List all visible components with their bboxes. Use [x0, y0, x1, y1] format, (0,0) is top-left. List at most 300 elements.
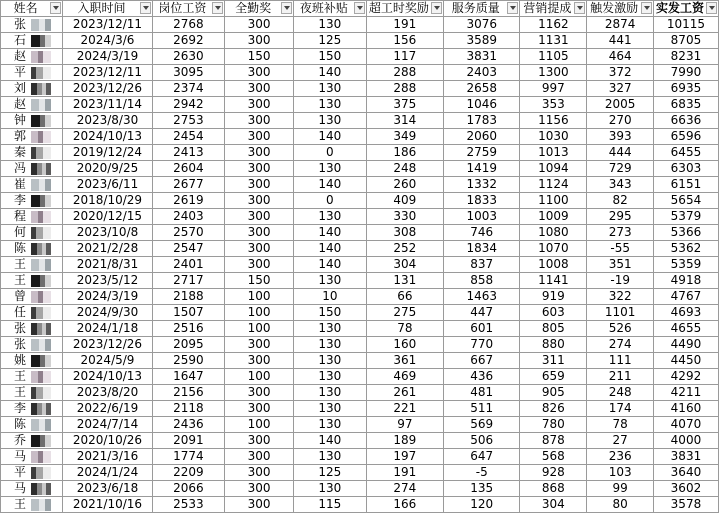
value-cell[interactable]: 447: [444, 305, 520, 321]
value-cell[interactable]: 186: [366, 145, 444, 161]
value-cell[interactable]: 928: [520, 465, 587, 481]
column-header[interactable]: [366, 1, 444, 17]
value-cell[interactable]: 150: [225, 273, 294, 289]
value-cell[interactable]: 729: [587, 161, 653, 177]
date-cell[interactable]: 2024/10/13: [63, 369, 152, 385]
value-cell[interactable]: 2658: [444, 81, 520, 97]
value-cell[interactable]: 481: [444, 385, 520, 401]
name-cell[interactable]: [1, 401, 63, 417]
value-cell[interactable]: 2156: [152, 385, 224, 401]
value-cell[interactable]: 300: [225, 449, 294, 465]
value-cell[interactable]: 314: [366, 113, 444, 129]
value-cell[interactable]: 511: [444, 401, 520, 417]
value-cell[interactable]: 441: [587, 33, 653, 49]
value-cell[interactable]: 97: [366, 417, 444, 433]
value-cell[interactable]: 100: [225, 321, 294, 337]
name-cell[interactable]: [1, 369, 63, 385]
value-cell[interactable]: 236: [587, 449, 653, 465]
filter-dropdown-icon[interactable]: [641, 2, 652, 14]
value-cell[interactable]: 300: [225, 129, 294, 145]
value-cell[interactable]: 506: [444, 433, 520, 449]
value-cell[interactable]: 2753: [152, 113, 224, 129]
value-cell[interactable]: 300: [225, 465, 294, 481]
value-cell[interactable]: 6455: [653, 145, 718, 161]
value-cell[interactable]: 5379: [653, 209, 718, 225]
value-cell[interactable]: 7990: [653, 65, 718, 81]
value-cell[interactable]: 837: [444, 257, 520, 273]
date-cell[interactable]: 2023/6/11: [63, 177, 152, 193]
value-cell[interactable]: -55: [587, 241, 653, 257]
value-cell[interactable]: 805: [520, 321, 587, 337]
value-cell[interactable]: 2401: [152, 257, 224, 273]
date-cell[interactable]: 2024/1/24: [63, 465, 152, 481]
value-cell[interactable]: 2516: [152, 321, 224, 337]
date-cell[interactable]: 2018/10/29: [63, 193, 152, 209]
date-cell[interactable]: 2020/9/25: [63, 161, 152, 177]
value-cell[interactable]: 140: [294, 225, 366, 241]
filter-dropdown-icon[interactable]: [574, 2, 585, 14]
date-cell[interactable]: 2023/12/26: [63, 337, 152, 353]
value-cell[interactable]: 10115: [653, 17, 718, 33]
name-cell[interactable]: [1, 353, 63, 369]
value-cell[interactable]: 2454: [152, 129, 224, 145]
value-cell[interactable]: 140: [294, 129, 366, 145]
value-cell[interactable]: 4655: [653, 321, 718, 337]
value-cell[interactable]: 361: [366, 353, 444, 369]
value-cell[interactable]: 156: [366, 33, 444, 49]
date-cell[interactable]: 2024/9/30: [63, 305, 152, 321]
value-cell[interactable]: 868: [520, 481, 587, 497]
value-cell[interactable]: 1419: [444, 161, 520, 177]
value-cell[interactable]: 6303: [653, 161, 718, 177]
name-cell[interactable]: [1, 497, 63, 513]
value-cell[interactable]: 659: [520, 369, 587, 385]
value-cell[interactable]: -19: [587, 273, 653, 289]
name-cell[interactable]: [1, 113, 63, 129]
value-cell[interactable]: 130: [294, 97, 366, 113]
name-cell[interactable]: [1, 321, 63, 337]
name-cell[interactable]: [1, 33, 63, 49]
value-cell[interactable]: 5362: [653, 241, 718, 257]
column-header[interactable]: [653, 1, 718, 17]
value-cell[interactable]: 300: [225, 497, 294, 513]
value-cell[interactable]: 10: [294, 289, 366, 305]
value-cell[interactable]: 878: [520, 433, 587, 449]
value-cell[interactable]: 140: [294, 241, 366, 257]
name-cell[interactable]: [1, 161, 63, 177]
value-cell[interactable]: 4693: [653, 305, 718, 321]
value-cell[interactable]: 4211: [653, 385, 718, 401]
name-cell[interactable]: [1, 97, 63, 113]
value-cell[interactable]: 300: [225, 225, 294, 241]
value-cell[interactable]: 270: [587, 113, 653, 129]
value-cell[interactable]: 130: [294, 481, 366, 497]
value-cell[interactable]: 1834: [444, 241, 520, 257]
value-cell[interactable]: 160: [366, 337, 444, 353]
name-cell[interactable]: [1, 289, 63, 305]
value-cell[interactable]: 6636: [653, 113, 718, 129]
value-cell[interactable]: 372: [587, 65, 653, 81]
value-cell[interactable]: 150: [294, 49, 366, 65]
value-cell[interactable]: 409: [366, 193, 444, 209]
date-cell[interactable]: 2024/1/18: [63, 321, 152, 337]
value-cell[interactable]: 601: [444, 321, 520, 337]
name-cell[interactable]: [1, 385, 63, 401]
value-cell[interactable]: 80: [587, 497, 653, 513]
value-cell[interactable]: 130: [294, 321, 366, 337]
name-cell[interactable]: [1, 177, 63, 193]
value-cell[interactable]: 130: [294, 337, 366, 353]
value-cell[interactable]: 140: [294, 257, 366, 273]
value-cell[interactable]: 2005: [587, 97, 653, 113]
value-cell[interactable]: 273: [587, 225, 653, 241]
value-cell[interactable]: 130: [294, 209, 366, 225]
value-cell[interactable]: 2768: [152, 17, 224, 33]
value-cell[interactable]: 100: [225, 289, 294, 305]
value-cell[interactable]: 221: [366, 401, 444, 417]
value-cell[interactable]: 1013: [520, 145, 587, 161]
date-cell[interactable]: 2020/10/26: [63, 433, 152, 449]
value-cell[interactable]: 1332: [444, 177, 520, 193]
value-cell[interactable]: 300: [225, 337, 294, 353]
value-cell[interactable]: 130: [294, 385, 366, 401]
value-cell[interactable]: 6835: [653, 97, 718, 113]
value-cell[interactable]: 569: [444, 417, 520, 433]
value-cell[interactable]: 469: [366, 369, 444, 385]
value-cell[interactable]: 248: [587, 385, 653, 401]
value-cell[interactable]: 351: [587, 257, 653, 273]
value-cell[interactable]: 4160: [653, 401, 718, 417]
value-cell[interactable]: 770: [444, 337, 520, 353]
value-cell[interactable]: 140: [294, 65, 366, 81]
value-cell[interactable]: 2188: [152, 289, 224, 305]
column-header[interactable]: [294, 1, 366, 17]
date-cell[interactable]: 2024/3/19: [63, 49, 152, 65]
value-cell[interactable]: 130: [294, 17, 366, 33]
value-cell[interactable]: 130: [294, 161, 366, 177]
value-cell[interactable]: 327: [587, 81, 653, 97]
value-cell[interactable]: 288: [366, 65, 444, 81]
value-cell[interactable]: 647: [444, 449, 520, 465]
date-cell[interactable]: 2019/12/24: [63, 145, 152, 161]
value-cell[interactable]: 4918: [653, 273, 718, 289]
value-cell[interactable]: 4070: [653, 417, 718, 433]
value-cell[interactable]: 252: [366, 241, 444, 257]
name-cell[interactable]: [1, 193, 63, 209]
name-cell[interactable]: [1, 257, 63, 273]
value-cell[interactable]: 174: [587, 401, 653, 417]
name-cell[interactable]: [1, 305, 63, 321]
value-cell[interactable]: 300: [225, 33, 294, 49]
value-cell[interactable]: 2413: [152, 145, 224, 161]
value-cell[interactable]: 919: [520, 289, 587, 305]
value-cell[interactable]: 103: [587, 465, 653, 481]
value-cell[interactable]: 2717: [152, 273, 224, 289]
value-cell[interactable]: 78: [587, 417, 653, 433]
value-cell[interactable]: 349: [366, 129, 444, 145]
value-cell[interactable]: 4450: [653, 353, 718, 369]
value-cell[interactable]: 8231: [653, 49, 718, 65]
date-cell[interactable]: 2024/5/9: [63, 353, 152, 369]
value-cell[interactable]: 300: [225, 193, 294, 209]
filter-dropdown-icon[interactable]: [354, 2, 365, 14]
date-cell[interactable]: 2021/10/16: [63, 497, 152, 513]
value-cell[interactable]: 248: [366, 161, 444, 177]
name-cell[interactable]: [1, 81, 63, 97]
value-cell[interactable]: 2677: [152, 177, 224, 193]
value-cell[interactable]: 1300: [520, 65, 587, 81]
value-cell[interactable]: 393: [587, 129, 653, 145]
value-cell[interactable]: 2095: [152, 337, 224, 353]
value-cell[interactable]: -5: [444, 465, 520, 481]
value-cell[interactable]: 191: [366, 465, 444, 481]
value-cell[interactable]: 343: [587, 177, 653, 193]
value-cell[interactable]: 300: [225, 97, 294, 113]
date-cell[interactable]: 2023/5/12: [63, 273, 152, 289]
value-cell[interactable]: 2118: [152, 401, 224, 417]
value-cell[interactable]: 1100: [520, 193, 587, 209]
date-cell[interactable]: 2024/3/6: [63, 33, 152, 49]
name-cell[interactable]: [1, 225, 63, 241]
value-cell[interactable]: 300: [225, 257, 294, 273]
date-cell[interactable]: 2023/8/20: [63, 385, 152, 401]
value-cell[interactable]: 260: [366, 177, 444, 193]
value-cell[interactable]: 300: [225, 161, 294, 177]
name-cell[interactable]: [1, 417, 63, 433]
value-cell[interactable]: 4000: [653, 433, 718, 449]
value-cell[interactable]: 1030: [520, 129, 587, 145]
value-cell[interactable]: 1080: [520, 225, 587, 241]
value-cell[interactable]: 130: [294, 417, 366, 433]
column-header[interactable]: [152, 1, 224, 17]
value-cell[interactable]: 211: [587, 369, 653, 385]
name-cell[interactable]: [1, 129, 63, 145]
value-cell[interactable]: 131: [366, 273, 444, 289]
filter-dropdown-icon[interactable]: [281, 2, 292, 14]
date-cell[interactable]: 2022/6/19: [63, 401, 152, 417]
value-cell[interactable]: 189: [366, 433, 444, 449]
column-header[interactable]: [444, 1, 520, 17]
value-cell[interactable]: 3831: [653, 449, 718, 465]
date-cell[interactable]: 2024/3/19: [63, 289, 152, 305]
value-cell[interactable]: 2374: [152, 81, 224, 97]
value-cell[interactable]: 5366: [653, 225, 718, 241]
value-cell[interactable]: 603: [520, 305, 587, 321]
value-cell[interactable]: 6935: [653, 81, 718, 97]
value-cell[interactable]: 1094: [520, 161, 587, 177]
value-cell[interactable]: 2570: [152, 225, 224, 241]
value-cell[interactable]: 130: [294, 369, 366, 385]
value-cell[interactable]: 436: [444, 369, 520, 385]
value-cell[interactable]: 2619: [152, 193, 224, 209]
value-cell[interactable]: 1070: [520, 241, 587, 257]
value-cell[interactable]: 300: [225, 385, 294, 401]
filter-dropdown-icon[interactable]: [140, 2, 151, 14]
value-cell[interactable]: 300: [225, 481, 294, 497]
date-cell[interactable]: 2021/3/16: [63, 449, 152, 465]
name-cell[interactable]: [1, 481, 63, 497]
value-cell[interactable]: 66: [366, 289, 444, 305]
date-cell[interactable]: 2023/11/14: [63, 97, 152, 113]
value-cell[interactable]: 0: [294, 145, 366, 161]
column-header[interactable]: [225, 1, 294, 17]
value-cell[interactable]: 858: [444, 273, 520, 289]
date-cell[interactable]: 2023/12/26: [63, 81, 152, 97]
value-cell[interactable]: 304: [366, 257, 444, 273]
value-cell[interactable]: 1009: [520, 209, 587, 225]
value-cell[interactable]: 2060: [444, 129, 520, 145]
value-cell[interactable]: 3640: [653, 465, 718, 481]
value-cell[interactable]: 300: [225, 65, 294, 81]
value-cell[interactable]: 1156: [520, 113, 587, 129]
value-cell[interactable]: 3578: [653, 497, 718, 513]
value-cell[interactable]: 304: [520, 497, 587, 513]
value-cell[interactable]: 8705: [653, 33, 718, 49]
value-cell[interactable]: 905: [520, 385, 587, 401]
value-cell[interactable]: 4292: [653, 369, 718, 385]
value-cell[interactable]: 2630: [152, 49, 224, 65]
date-cell[interactable]: 2023/12/11: [63, 65, 152, 81]
value-cell[interactable]: 166: [366, 497, 444, 513]
date-cell[interactable]: 2023/6/18: [63, 481, 152, 497]
value-cell[interactable]: 3602: [653, 481, 718, 497]
date-cell[interactable]: 2021/8/31: [63, 257, 152, 273]
value-cell[interactable]: 1141: [520, 273, 587, 289]
value-cell[interactable]: 2091: [152, 433, 224, 449]
value-cell[interactable]: 375: [366, 97, 444, 113]
filter-dropdown-icon[interactable]: [507, 2, 518, 14]
value-cell[interactable]: 191: [366, 17, 444, 33]
value-cell[interactable]: 997: [520, 81, 587, 97]
value-cell[interactable]: 27: [587, 433, 653, 449]
value-cell[interactable]: 353: [520, 97, 587, 113]
value-cell[interactable]: 130: [294, 81, 366, 97]
date-cell[interactable]: 2024/7/14: [63, 417, 152, 433]
date-cell[interactable]: 2020/12/15: [63, 209, 152, 225]
value-cell[interactable]: 135: [444, 481, 520, 497]
name-cell[interactable]: [1, 209, 63, 225]
value-cell[interactable]: 140: [294, 177, 366, 193]
value-cell[interactable]: 2590: [152, 353, 224, 369]
value-cell[interactable]: 6151: [653, 177, 718, 193]
value-cell[interactable]: 117: [366, 49, 444, 65]
value-cell[interactable]: 130: [294, 353, 366, 369]
value-cell[interactable]: 780: [520, 417, 587, 433]
value-cell[interactable]: 746: [444, 225, 520, 241]
value-cell[interactable]: 300: [225, 401, 294, 417]
column-header[interactable]: [1, 1, 63, 17]
value-cell[interactable]: 274: [366, 481, 444, 497]
value-cell[interactable]: 150: [225, 49, 294, 65]
value-cell[interactable]: 568: [520, 449, 587, 465]
value-cell[interactable]: 2874: [587, 17, 653, 33]
value-cell[interactable]: 300: [225, 433, 294, 449]
value-cell[interactable]: 322: [587, 289, 653, 305]
value-cell[interactable]: 1131: [520, 33, 587, 49]
value-cell[interactable]: 2533: [152, 497, 224, 513]
value-cell[interactable]: 6596: [653, 129, 718, 145]
value-cell[interactable]: 667: [444, 353, 520, 369]
value-cell[interactable]: 4490: [653, 337, 718, 353]
value-cell[interactable]: 1162: [520, 17, 587, 33]
value-cell[interactable]: 100: [225, 417, 294, 433]
date-cell[interactable]: 2023/8/30: [63, 113, 152, 129]
value-cell[interactable]: 444: [587, 145, 653, 161]
value-cell[interactable]: 2403: [444, 65, 520, 81]
value-cell[interactable]: 300: [225, 241, 294, 257]
value-cell[interactable]: 275: [366, 305, 444, 321]
value-cell[interactable]: 308: [366, 225, 444, 241]
value-cell[interactable]: 880: [520, 337, 587, 353]
date-cell[interactable]: 2023/10/8: [63, 225, 152, 241]
value-cell[interactable]: 300: [225, 145, 294, 161]
value-cell[interactable]: 111: [587, 353, 653, 369]
value-cell[interactable]: 140: [294, 433, 366, 449]
value-cell[interactable]: 1783: [444, 113, 520, 129]
value-cell[interactable]: 1101: [587, 305, 653, 321]
value-cell[interactable]: 2547: [152, 241, 224, 257]
name-cell[interactable]: [1, 273, 63, 289]
value-cell[interactable]: 300: [225, 113, 294, 129]
value-cell[interactable]: 3589: [444, 33, 520, 49]
value-cell[interactable]: 120: [444, 497, 520, 513]
value-cell[interactable]: 1124: [520, 177, 587, 193]
filter-dropdown-icon[interactable]: [706, 2, 717, 14]
value-cell[interactable]: 82: [587, 193, 653, 209]
value-cell[interactable]: 0: [294, 193, 366, 209]
column-header[interactable]: [520, 1, 587, 17]
value-cell[interactable]: 125: [294, 33, 366, 49]
value-cell[interactable]: 130: [294, 113, 366, 129]
value-cell[interactable]: 288: [366, 81, 444, 97]
name-cell[interactable]: [1, 145, 63, 161]
column-header[interactable]: [587, 1, 653, 17]
name-cell[interactable]: [1, 65, 63, 81]
value-cell[interactable]: 5359: [653, 257, 718, 273]
value-cell[interactable]: 300: [225, 17, 294, 33]
column-header[interactable]: [63, 1, 152, 17]
date-cell[interactable]: 2023/12/11: [63, 17, 152, 33]
date-cell[interactable]: 2021/2/28: [63, 241, 152, 257]
value-cell[interactable]: 100: [225, 369, 294, 385]
value-cell[interactable]: 2692: [152, 33, 224, 49]
value-cell[interactable]: 197: [366, 449, 444, 465]
value-cell[interactable]: 300: [225, 209, 294, 225]
name-cell[interactable]: [1, 433, 63, 449]
name-cell[interactable]: [1, 449, 63, 465]
value-cell[interactable]: 5654: [653, 193, 718, 209]
value-cell[interactable]: 464: [587, 49, 653, 65]
name-cell[interactable]: [1, 241, 63, 257]
value-cell[interactable]: 1003: [444, 209, 520, 225]
value-cell[interactable]: 3076: [444, 17, 520, 33]
value-cell[interactable]: 115: [294, 497, 366, 513]
name-cell[interactable]: [1, 465, 63, 481]
filter-dropdown-icon[interactable]: [212, 2, 223, 14]
date-cell[interactable]: 2024/10/13: [63, 129, 152, 145]
value-cell[interactable]: 1463: [444, 289, 520, 305]
value-cell[interactable]: 2759: [444, 145, 520, 161]
name-cell[interactable]: [1, 49, 63, 65]
name-cell[interactable]: [1, 337, 63, 353]
value-cell[interactable]: 526: [587, 321, 653, 337]
value-cell[interactable]: 2604: [152, 161, 224, 177]
value-cell[interactable]: 261: [366, 385, 444, 401]
value-cell[interactable]: 1833: [444, 193, 520, 209]
value-cell[interactable]: 2942: [152, 97, 224, 113]
value-cell[interactable]: 100: [225, 305, 294, 321]
value-cell[interactable]: 130: [294, 401, 366, 417]
